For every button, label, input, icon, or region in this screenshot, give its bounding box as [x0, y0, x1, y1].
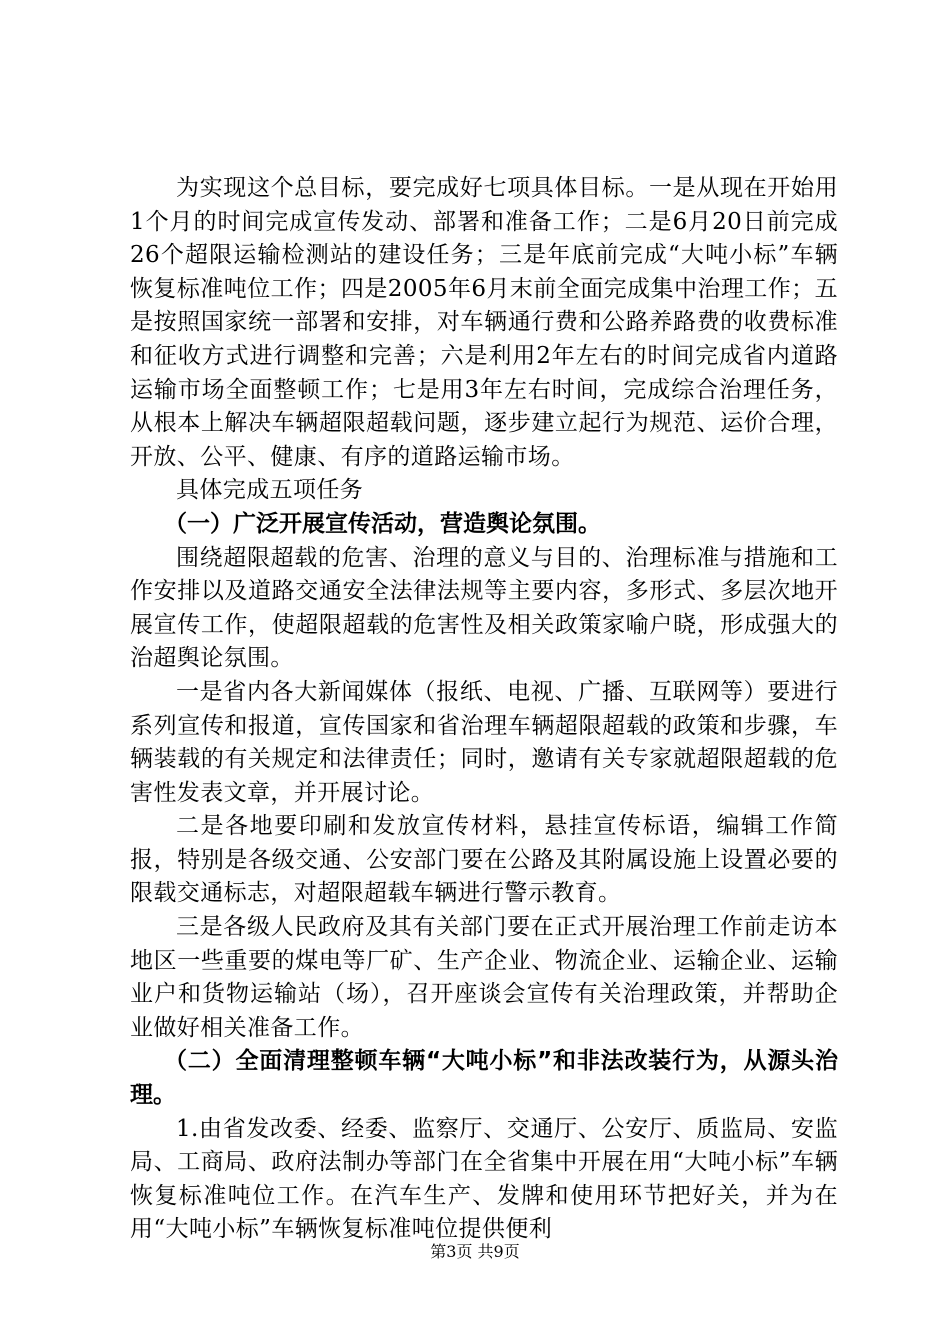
section-heading-2: （二）全面清理整顿车辆“大吨小标”和非法改装行为，从源头治理。 — [130, 1048, 838, 1109]
paragraph-tonnage: 1.由省发改委、经委、监察厅、交通厅、公安厅、质监局、安监局、工商局、政府法制办等部门在全省集中开展在用“大吨小标”车辆恢复标准吨位工作。在汽车生产、发牌和使用环节把好关，并为在用“大吨小标”车辆恢复标准吨位提供便利 — [130, 1115, 838, 1243]
page-number-footer: 第3页 共9页 — [430, 1242, 520, 1261]
paragraph-publicity: 围绕超限超载的危害、治理的意义与目的、治理标准与措施和工作安排以及道路交通安全法律法规等主要内容，多形式、多层次地开展宣传工作，使超限超载的危害性及相关政策家喻户晓，形成强大的治超舆论氛围。 — [130, 544, 838, 672]
paragraph-tasks-intro: 具体完成五项任务 — [176, 477, 364, 504]
section-heading-1: （一）广泛开展宣传活动，营造舆论氛围。 — [164, 510, 601, 537]
paragraph-materials: 二是各地要印刷和发放宣传材料，悬挂宣传标语，编辑工作简报，特别是各级交通、公安部门要在公路及其附属设施上设置必要的限载交通标志，对超限超载车辆进行警示教育。 — [130, 813, 838, 907]
paragraph-media: 一是省内各大新闻媒体（报纸、电视、广播、互联网等）要进行系列宣传和报道，宣传国家和省治理车辆超限超载的政策和步骤，车辆装载的有关规定和法律责任；同时，邀请有关专家就超限超载的危害性发表文章，并开展讨论。 — [130, 678, 838, 806]
paragraph-goals: 为实现这个总目标，要完成好七项具体目标。一是从现在开始用1个月的时间完成宣传发动、部署和准备工作；二是6月20日前完成26个超限运输检测站的建设任务；三是年底前完成“大吨小标”车辆恢复标准吨位工作；四是2005年6月末前全面完成集中治理工作；五是按照国家统一部署和安排，对车辆通行费和公路养路费的收费标准和征收方式进行调整和完善；六是利用2年左右的时间完成省内道路运输市场全面整顿工作；七是用3年左右时间，完成综合治理任务，从根本上解决车辆超限超载问题，逐步建立起行为规范、运价合理，开放、公平、健康、有序的道路运输市场。 — [130, 175, 838, 470]
paragraph-visits: 三是各级人民政府及其有关部门要在正式开展治理工作前走访本地区一些重要的煤电等厂矿、生产企业、物流企业、运输企业、运输业户和货物运输站（场），召开座谈会宣传有关治理政策，并帮助企业做好相关准备工作。 — [130, 914, 838, 1041]
document-body — [130, 172, 838, 1247]
